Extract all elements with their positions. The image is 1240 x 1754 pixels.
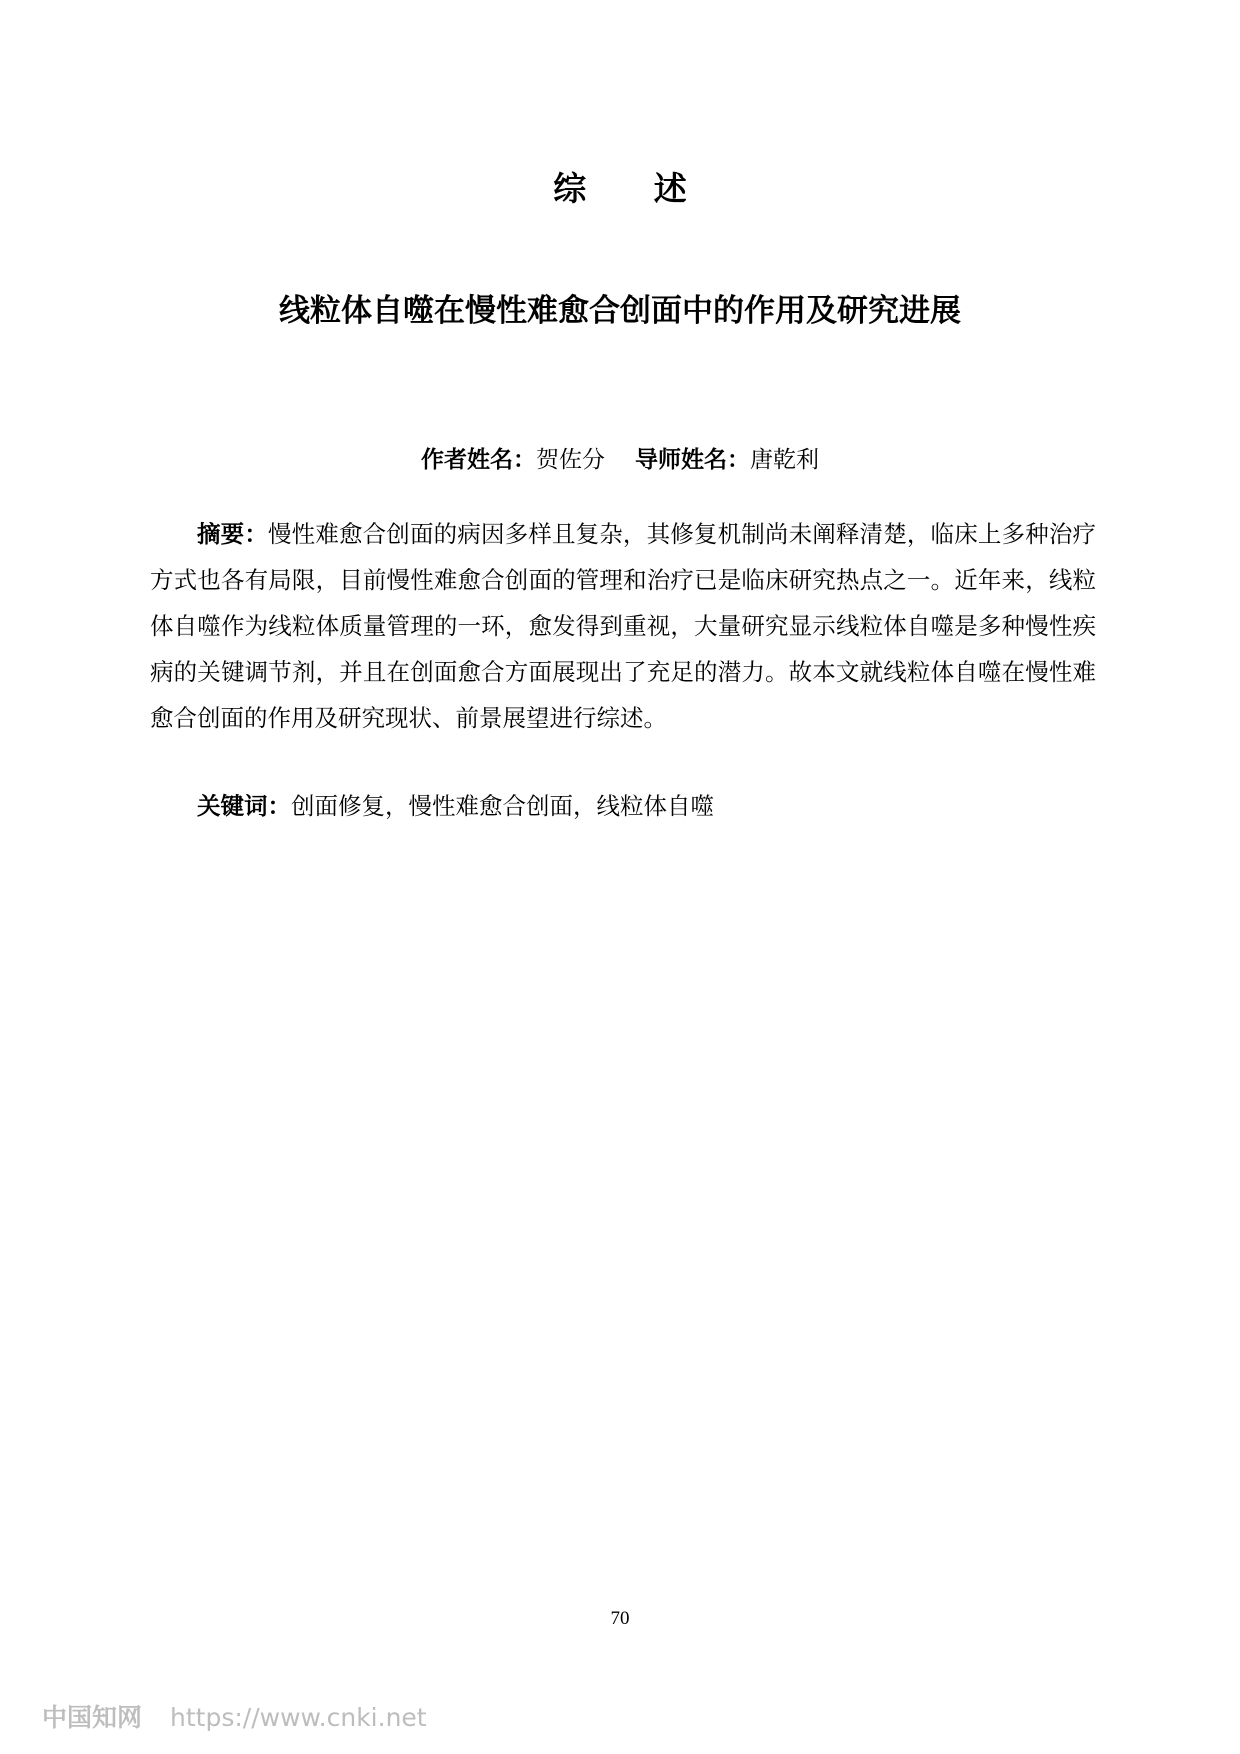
keywords-text: 创面修复，慢性难愈合创面，线粒体自噬 [291, 792, 714, 820]
advisor-label: 导师姓名： [635, 447, 750, 473]
keywords-label: 关键词： [197, 792, 291, 820]
paper-title: 线粒体自噬在慢性难愈合创面中的作用及研究进展 [279, 293, 961, 329]
watermark-url: https://www.cnki.net [170, 1703, 427, 1732]
author-label: 作者姓名： [421, 447, 536, 473]
author-name: 贺佐分 [536, 447, 605, 473]
watermark-brand: 中国知网 [42, 1703, 143, 1732]
abstract-label: 摘要： [197, 520, 268, 548]
author-line [0, 443, 1240, 477]
abstract-text: 慢性难愈合创面的病因多样且复杂，其修复机制尚未阐释清楚，临床上多种治疗方式也各有局限，目前慢性难愈合创面的管理和治疗已是临床研究热点之一。近年来，线粒体自噬作为线粒体质量管理的一环，愈发得到重视，大量研究显示线粒体自噬是多种慢性疾病的关键调节剂，并且在创面愈合方面展现出了充足的潜力。故本文就线粒体自噬在慢性难愈合创面的作用及研究现状、前景展望进行综述。 [150, 520, 1097, 732]
page-number: 70 [610, 1608, 630, 1629]
cnki-watermark [42, 1700, 427, 1736]
advisor-name: 唐乾利 [750, 447, 819, 473]
keywords-paragraph [197, 786, 1096, 826]
section-heading: 综 述 [553, 169, 715, 208]
abstract-paragraph [150, 511, 1096, 741]
